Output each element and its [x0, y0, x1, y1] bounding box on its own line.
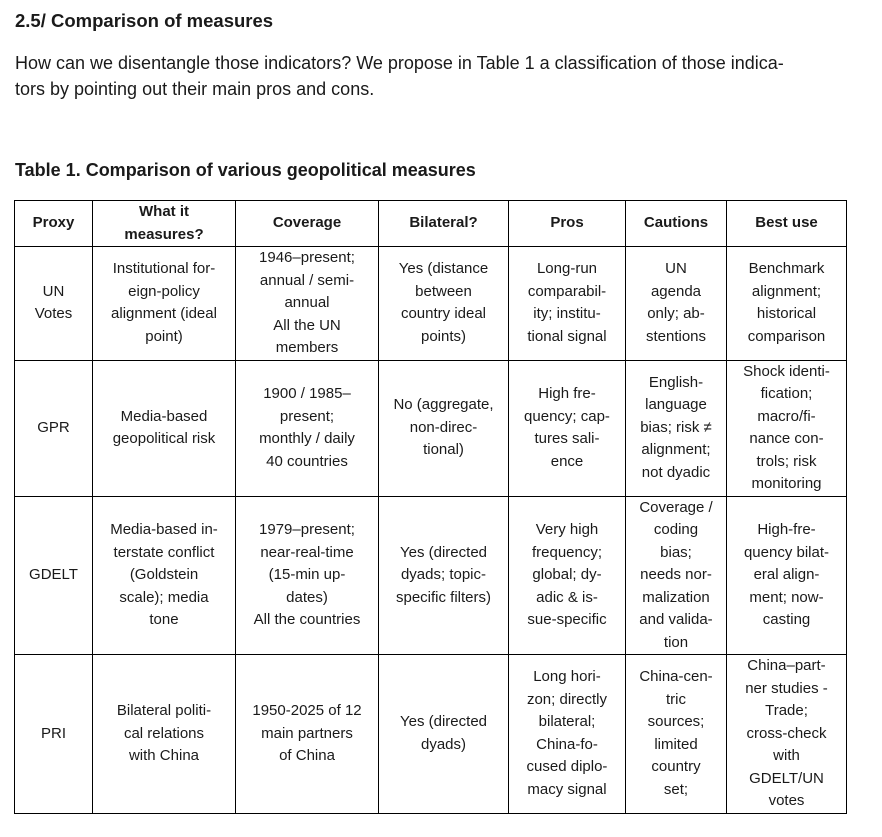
cell-bilateral: Yes (distance between country ideal points) — [379, 247, 509, 361]
cell-pros: Very high frequency; global; dy- adic & is- sue-specific — [509, 496, 626, 655]
intro-paragraph: How can we disentangle those indicators? We propose in Table 1 a classification of those indica- tors by pointing out their main pros and cons. — [15, 53, 784, 99]
header-what-it-measures: What it measures? — [93, 201, 236, 247]
table-row — [15, 496, 847, 655]
cell-bilateral: No (aggregate, non-direc- tional) — [379, 360, 509, 496]
cell-cautions: UN agenda only; ab- stentions — [626, 247, 727, 361]
header-bilateral: Bilateral? — [379, 201, 509, 247]
section-heading: 2.5/ Comparison of measures — [15, 10, 274, 31]
cell-proxy: GPR — [15, 360, 93, 496]
cell-coverage: 1979–present; near-real-time (15-min up- dates) All the countries — [236, 496, 379, 655]
header-pros: Pros — [509, 201, 626, 247]
table-caption: Table 1. Comparison of various geopolitical measures — [15, 160, 476, 180]
header-best-use: Best use — [727, 201, 847, 247]
cell-what-it-measures: Media-based in- terstate conflict (Goldstein scale); media tone — [93, 496, 236, 655]
table-header-row — [15, 201, 847, 247]
cell-what-it-measures: Media-based geopolitical risk — [93, 360, 236, 496]
cell-proxy: UN Votes — [15, 247, 93, 361]
cell-pros: Long hori- zon; directly bilateral; China-fo- cused diplo- macy signal — [509, 655, 626, 814]
cell-proxy: GDELT — [15, 496, 93, 655]
cell-coverage: 1900 / 1985– present; monthly / daily 40 countries — [236, 360, 379, 496]
cell-pros: High fre- quency; cap- tures sali- ence — [509, 360, 626, 496]
table-row — [15, 360, 847, 496]
comparison-table — [14, 200, 847, 814]
cell-pros: Long-run comparabil- ity; institu- tional signal — [509, 247, 626, 361]
header-cautions: Cautions — [626, 201, 727, 247]
cell-bilateral: Yes (directed dyads) — [379, 655, 509, 814]
cell-cautions: Coverage / coding bias; needs nor- malization and valida- tion — [626, 496, 727, 655]
cell-best-use: Benchmark alignment; historical comparison — [727, 247, 847, 361]
cell-cautions: China-cen- tric sources; limited country set; — [626, 655, 727, 814]
cell-what-it-measures: Bilateral politi- cal relations with China — [93, 655, 236, 814]
header-coverage: Coverage — [236, 201, 379, 247]
cell-best-use: Shock identi- fication; macro/fi- nance con- trols; risk monitoring — [727, 360, 847, 496]
cell-bilateral: Yes (directed dyads; topic- specific filters) — [379, 496, 509, 655]
table-row — [15, 655, 847, 814]
cell-proxy: PRI — [15, 655, 93, 814]
cell-best-use: High-fre- quency bilat- eral align- ment; now- casting — [727, 496, 847, 655]
header-proxy: Proxy — [15, 201, 93, 247]
cell-coverage: 1946–present; annual / semi- annual All the UN members — [236, 247, 379, 361]
cell-cautions: English- language bias; risk ≠ alignment; not dyadic — [626, 360, 727, 496]
cell-coverage: 1950-2025 of 12 main partners of China — [236, 655, 379, 814]
cell-best-use: China–part- ner studies - Trade; cross-check with GDELT/UN votes — [727, 655, 847, 814]
cell-what-it-measures: Institutional for- eign-policy alignment (ideal point) — [93, 247, 236, 361]
table-row — [15, 247, 847, 361]
